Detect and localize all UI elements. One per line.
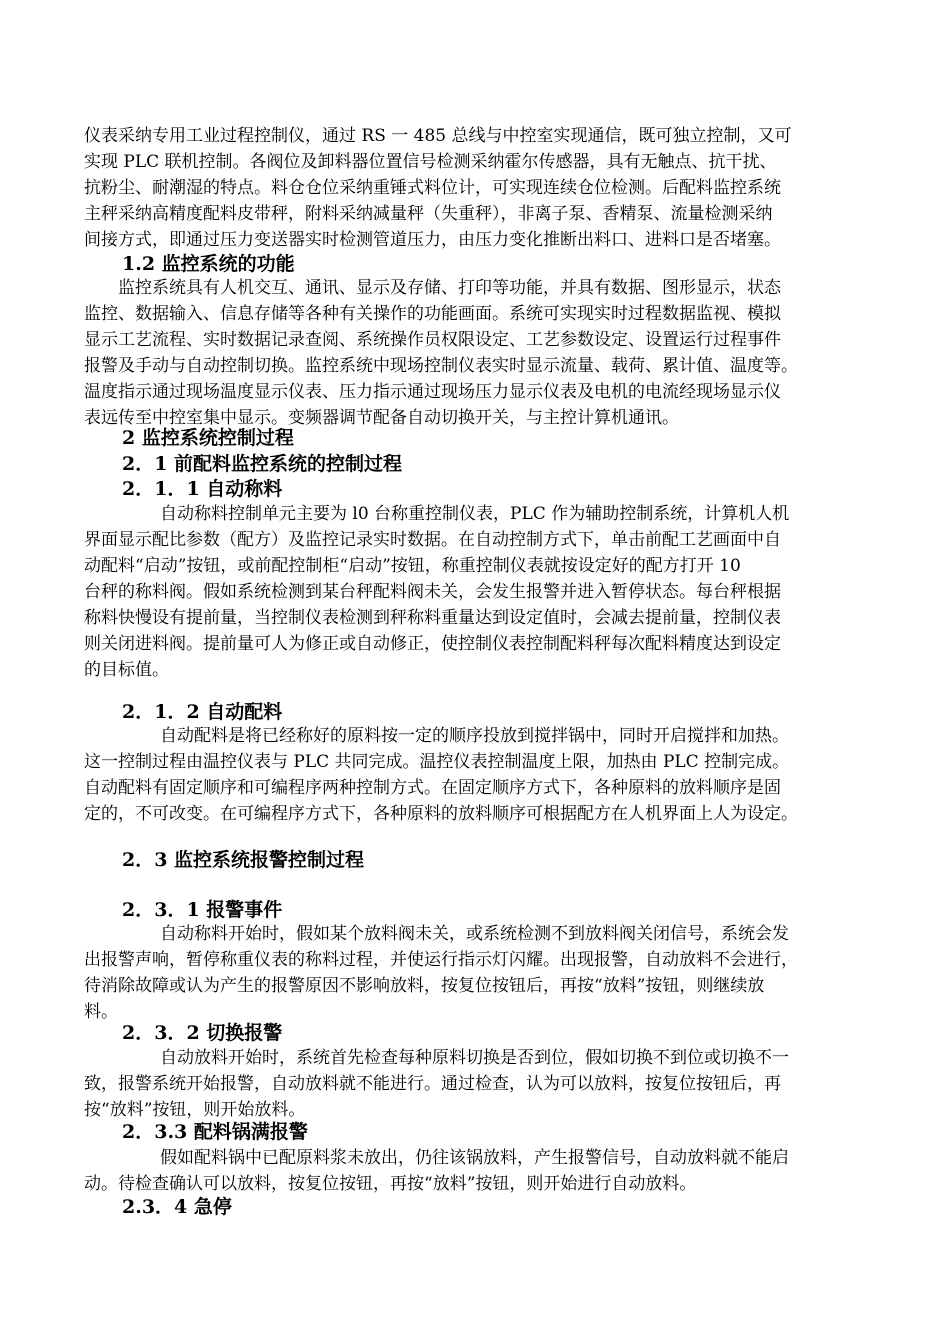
body-line: 待消除故障或认为产生的报警原因不影响放料，按复位按钮后，再按“放料”按钮，则继续放: [84, 976, 765, 996]
body-line: 界面显示配比参数（配方）及监控记录实时数据。在自动控制方式下，单击前配工艺画面中自: [84, 530, 781, 550]
body-line: 的目标值。: [84, 660, 169, 680]
body-line: 称料快慢设有提前量，当控制仪表检测到秤称料重量达到设定值时，会减去提前量，控制仪表: [84, 608, 781, 628]
body-line: 定的，不可改变。在可编程序方式下，各种原料的放料顺序可根据配方在人机界面上人为设定。: [84, 804, 798, 824]
body-line: 自动放料开始时，系统首先检查每种原料切换是否到位，假如切换不到位或切换不一: [160, 1048, 789, 1068]
body-line: 假如配料锅中已配原料浆未放出，仍往该锅放料，产生报警信号，自动放料就不能启: [160, 1148, 789, 1168]
body-line: 按“放料”按钮，则开始放料。: [84, 1100, 306, 1120]
body-line: 抗粉尘、耐潮湿的特点。料仓仓位采纳重锤式料位计，可实现连续仓位检测。后配料监控系统: [84, 178, 781, 198]
section-heading: 2．3.3 配料锅满报警: [122, 1121, 308, 1143]
body-line: 间接方式，即通过压力变送器实时检测管道压力，由压力变化推断出料口、进料口是否堵塞。: [84, 230, 781, 250]
section-heading: 2．3．2 切换报警: [122, 1022, 283, 1044]
body-line: 仪表采纳专用工业过程控制仪，通过 RS 一 485 总线与中控室实现通信，既可独立控制，又可: [84, 126, 792, 146]
body-line: 动。待检查确认可以放料，按复位按钮，再按“放料”按钮，则开始进行自动放料。: [84, 1174, 697, 1194]
body-line: 报警及手动与自动控制切换。监控系统中现场控制仪表实时显示流量、载荷、累计值、温度等。: [84, 356, 798, 376]
section-heading: 1.2 监控系统的功能: [122, 253, 295, 275]
body-line: 自动称料开始时，假如某个放料阀未关，或系统检测不到放料阀关闭信号，系统会发: [160, 924, 789, 944]
body-line: 料。: [84, 1002, 118, 1022]
body-line: 出报警声响，暂停称重仪表的称料过程，并使运行指示灯闪耀。出现报警，自动放料不会进行，: [84, 950, 798, 970]
body-line: 动配料“启动”按钮，或前配控制柜“启动”按钮，称重控制仪表就按设定好的配方打开 10: [84, 556, 741, 576]
body-line: 监控系统具有人机交互、通讯、显示及存储、打印等功能，并具有数据、图形显示，状态: [118, 278, 781, 298]
body-line: 台秤的称料阀。假如系统检测到某台秤配料阀未关，会发生报警并进入暂停状态。每台秤根据: [84, 582, 781, 602]
body-line: 监控、数据输入、信息存储等各种有关操作的功能画面。系统可实现实时过程数据监视、模拟: [84, 304, 781, 324]
body-line: 显示工艺流程、实时数据记录查阅、系统操作员权限设定、工艺参数设定、设置运行过程事件: [84, 330, 781, 350]
body-line: 实现 PLC 联机控制。各阀位及卸料器位置信号检测采纳霍尔传感器，具有无触点、抗干扰、: [84, 152, 777, 172]
section-heading: 2．1 前配料监控系统的控制过程: [122, 453, 403, 475]
body-line: 自动配料有固定顺序和可编程序两种控制方式。在固定顺序方式下，各种原料的放料顺序是固: [84, 778, 781, 798]
section-heading: 2．1．2 自动配料: [122, 701, 283, 723]
body-line: 温度指示通过现场温度显示仪表、压力指示通过现场压力显示仪表及电机的电流经现场显示仪: [84, 382, 781, 402]
body-line: 表远传至中控室集中显示。变频器调节配备自动切换开关，与主控计算机通讯。: [84, 408, 679, 428]
section-heading: 2 监控系统控制过程: [122, 427, 294, 449]
body-line: 主秤采纳高精度配料皮带秤，附料采纳减量秤（失重秤），非离子泵、香精泵、流量检测采纳: [84, 204, 773, 224]
body-line: 自动称料控制单元主要为 l0 台称重控制仪表，PLC 作为辅助控制系统，计算机人机: [160, 504, 790, 524]
body-line: 致，报警系统开始报警，自动放料就不能进行。通过检查，认为可以放料，按复位按钮后，再: [84, 1074, 781, 1094]
body-line: 这一控制过程由温控仪表与 PLC 共同完成。温控仪表控制温度上限，加热由 PLC 控制完成。: [84, 752, 790, 772]
section-heading: 2．3．1 报警事件: [122, 899, 283, 921]
section-heading: 2．3 监控系统报警控制过程: [122, 849, 365, 871]
body-line: 自动配料是将已经称好的原料按一定的顺序投放到搅拌锅中，同时开启搅拌和加热。: [160, 726, 789, 746]
section-heading: 2.3．4 急停: [122, 1196, 232, 1218]
body-line: 则关闭进料阀。提前量可人为修正或自动修正，使控制仪表控制配料秤每次配料精度达到设定: [84, 634, 781, 654]
section-heading: 2．1．1 自动称料: [122, 478, 283, 500]
